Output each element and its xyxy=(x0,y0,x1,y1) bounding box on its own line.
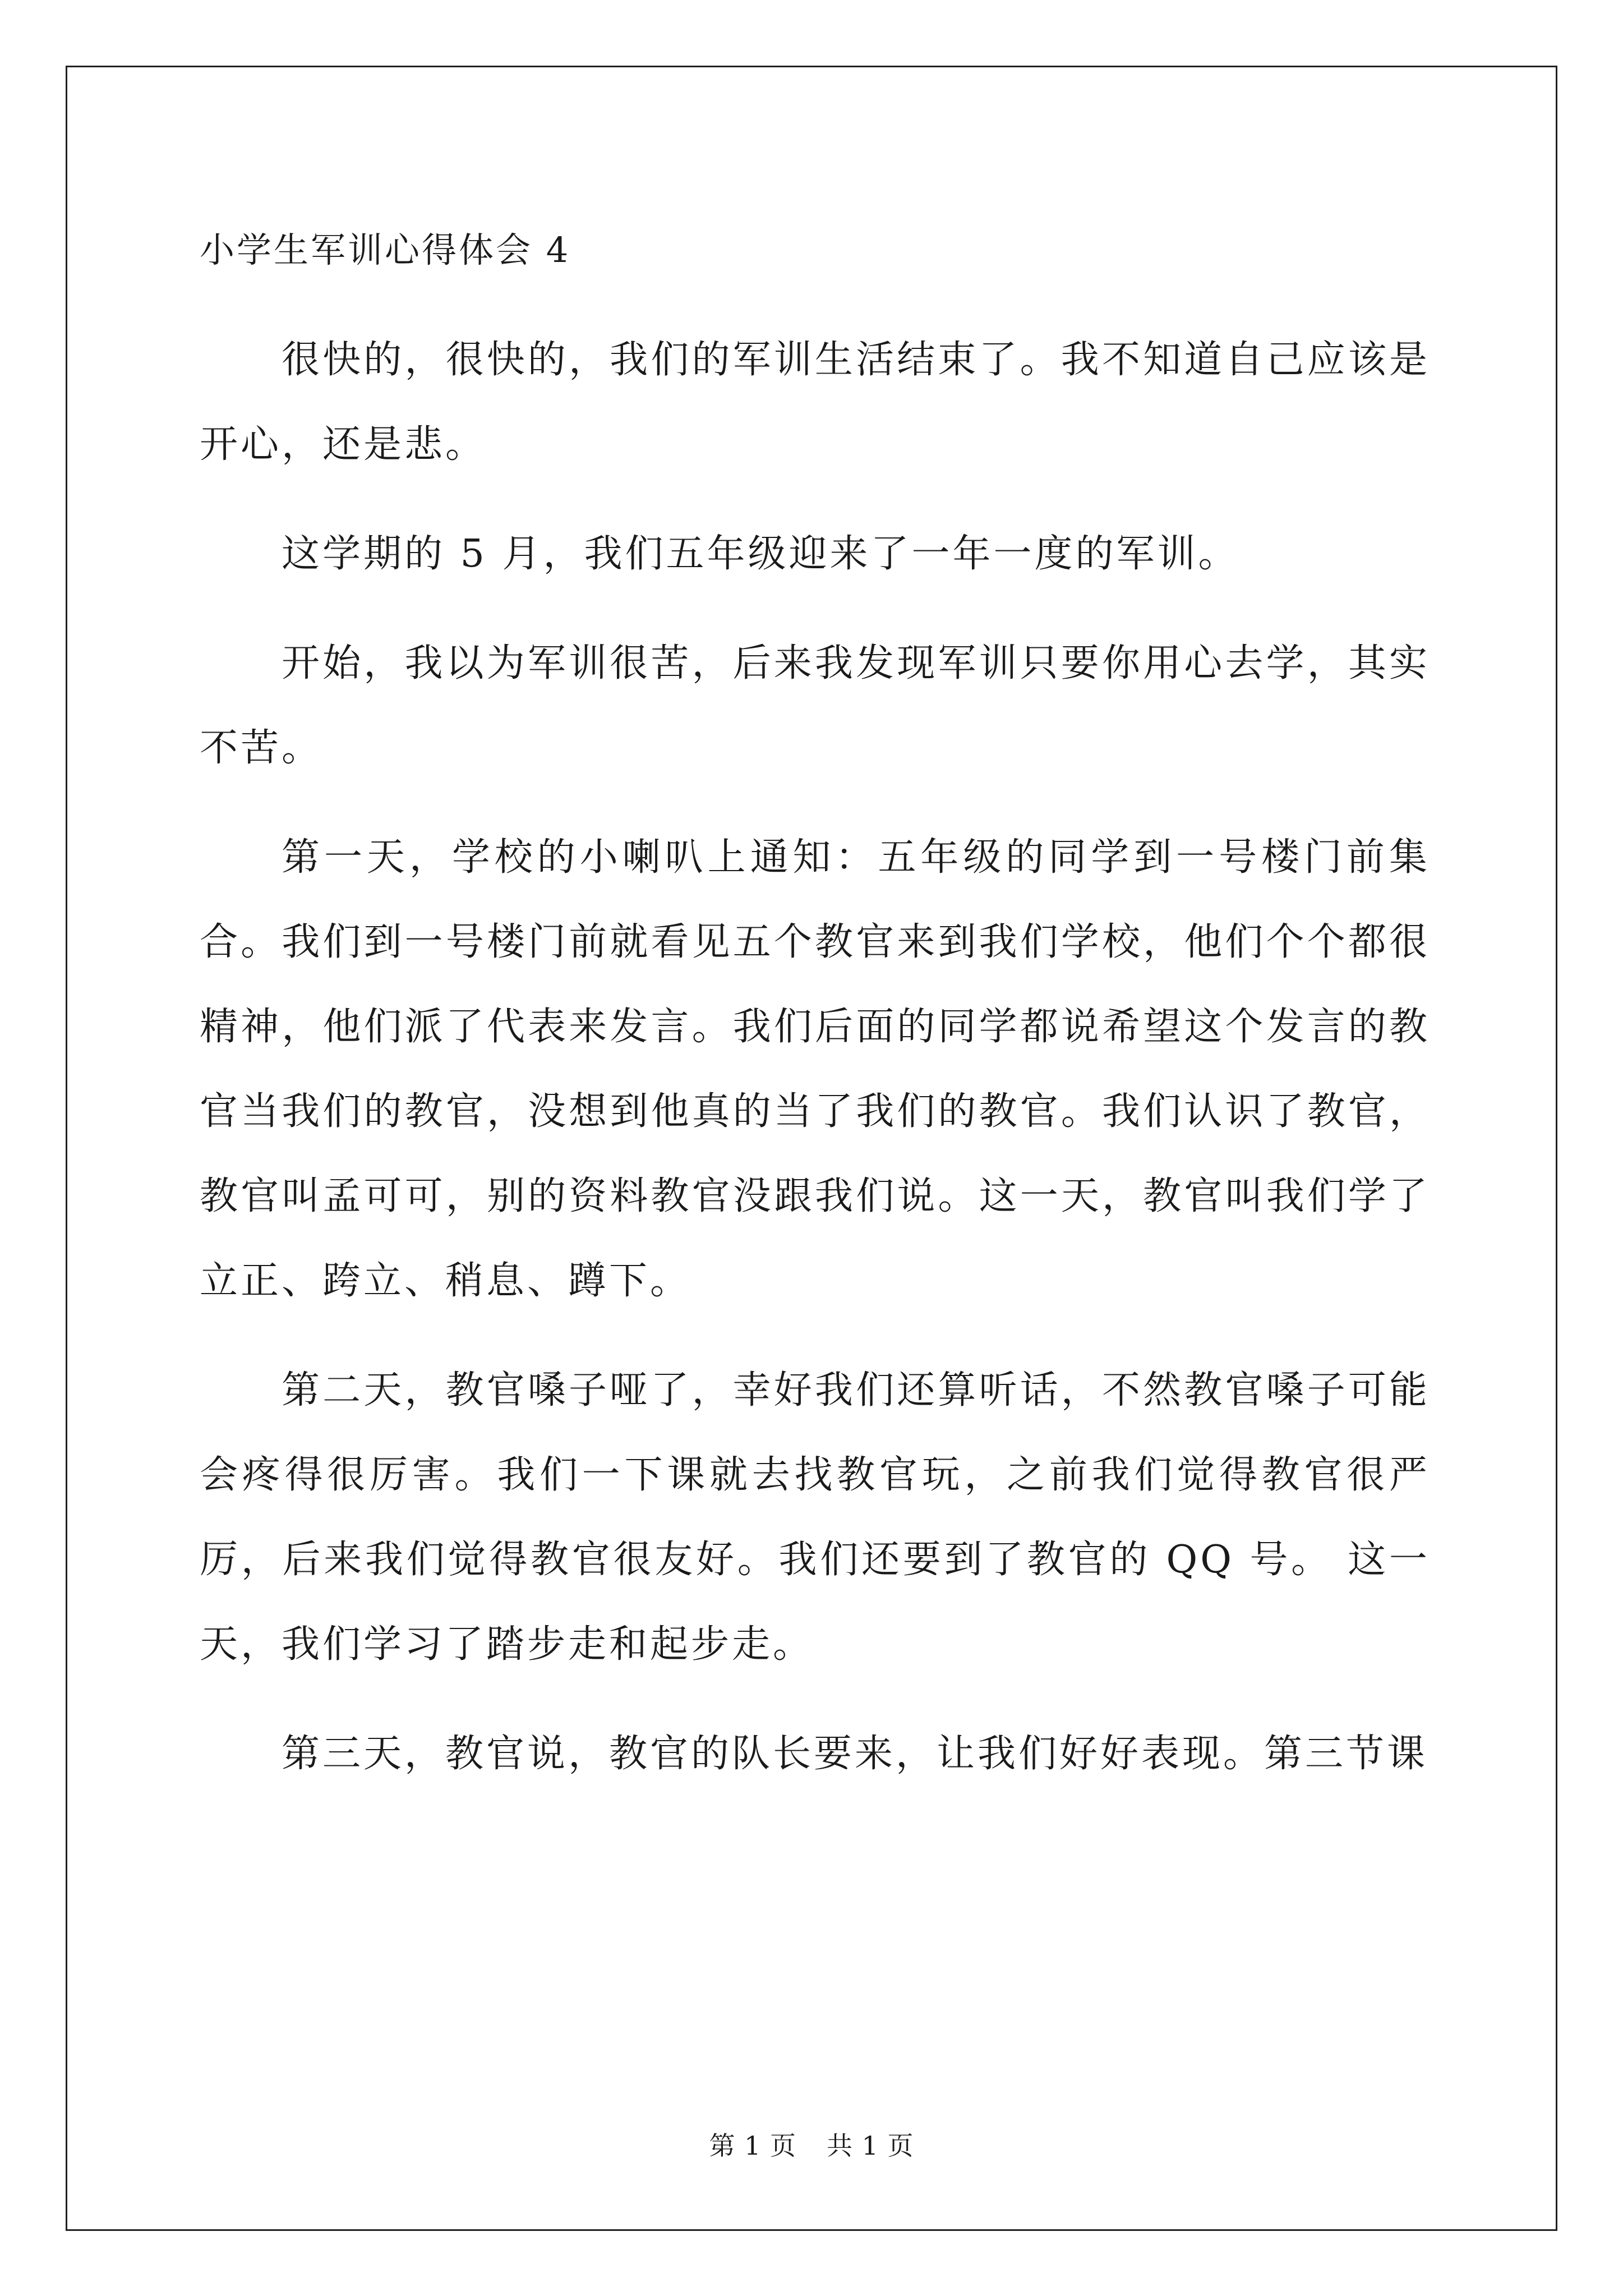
paragraph-3: 开始，我以为军训很苦，后来我发现军训只要你用心去学，其实不苦。 xyxy=(200,641,1430,770)
paragraph-6: 第三天，教官说，教官的队长要来，让我们好好表现。第三节课 xyxy=(282,1732,1428,1776)
paragraph-5: 第二天，教官嗓子哑了，幸好我们还算听话，不然教官嗓子可能会疼得很厉害。我们一下课就去找教官玩，之前我们觉得教官很严厉，后来我们觉得教官很友好。我们还要到了教官的 QQ 号。 这一天，我们学习了踏步走和起步走。 xyxy=(200,1368,1431,1667)
paragraph-2: 这学期的 5 月，我们五年级迎来了一年一度的军训。 xyxy=(282,532,1239,576)
page-total: 共 1 页 xyxy=(827,2131,914,2161)
paragraph-1: 很快的，很快的，我们的军训生活结束了。我不知道自己应该是开心，还是悲。 xyxy=(200,338,1430,467)
page-number: 第 1 页 xyxy=(709,2131,796,2161)
document-body xyxy=(200,223,1430,1796)
document-title: 小学生军训心得体会 4 xyxy=(200,229,571,270)
paragraph-4: 第一天，学校的小喇叭上通知：五年级的同学到一号楼门前集合。我们到一号楼门前就看见五个教官来到我们学校，他们个个都很精神，他们派了代表来发言。我们后面的同学都说希望这个发言的教官当我们的教官，没想到他真的当了我们的教官。我们认识了教官，教官叫孟可可，别的资料教官没跟我们说。这一天，教官叫我们学了立正、跨立、稍息、蹲下。 xyxy=(200,835,1430,1303)
page-footer xyxy=(0,2129,1623,2162)
